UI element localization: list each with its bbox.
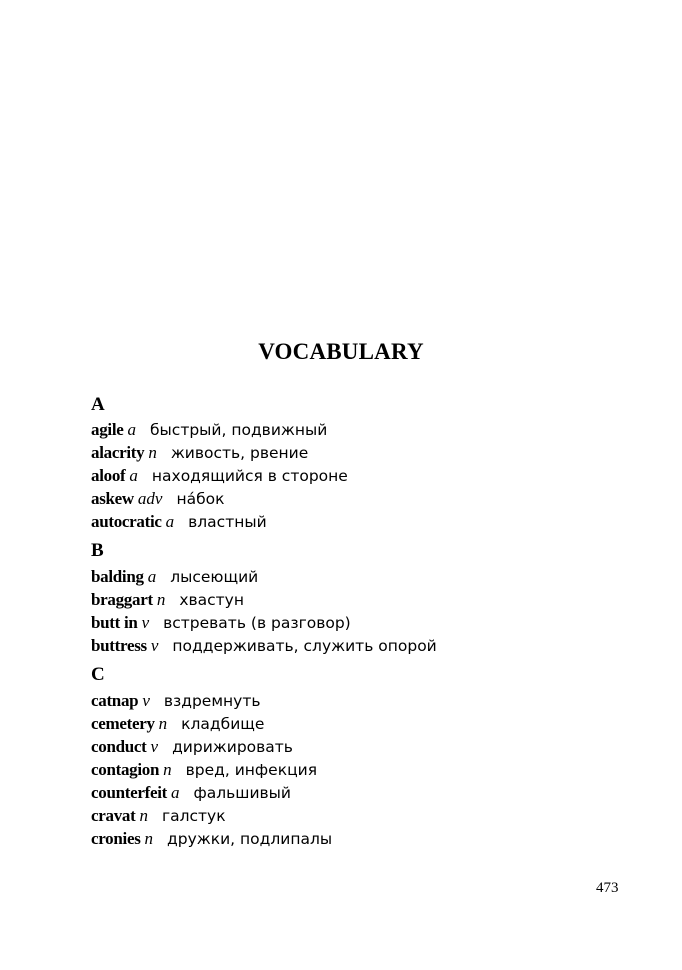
vocab-entry: [91, 691, 261, 711]
vocab-entry: [91, 806, 226, 826]
entry-word: cemetery: [91, 714, 155, 733]
vocab-entry: [91, 714, 264, 734]
entry-word: conduct: [91, 737, 147, 756]
entry-pos: a: [127, 420, 136, 439]
vocab-entry: [91, 420, 327, 440]
section-letter-c: C: [91, 664, 105, 685]
entry-word: counterfeit: [91, 783, 167, 802]
entry-word: autocratic: [91, 512, 162, 531]
entry-pos: v: [150, 636, 159, 655]
entry-pos: n: [163, 760, 172, 779]
entry-pos: adv: [137, 489, 163, 508]
entry-word: contagion: [91, 760, 160, 779]
entry-translation: встревать (в разговор): [163, 614, 351, 632]
entry-word: balding: [91, 567, 144, 586]
entry-word: askew: [91, 489, 134, 508]
vocab-entry: [91, 829, 332, 849]
entry-pos: n: [144, 829, 154, 848]
entry-translation: быстрый, подвижный: [150, 421, 328, 439]
entry-translation: кладбище: [181, 715, 265, 733]
entry-word: cravat: [91, 806, 136, 825]
entry-translation: поддерживать, служить опорой: [172, 637, 437, 655]
section-letter-b: B: [91, 540, 104, 561]
entry-translation: фальшивый: [193, 784, 291, 802]
vocab-entry: [91, 636, 437, 656]
vocab-entry: [91, 760, 317, 780]
entry-translation: хвастун: [179, 591, 244, 609]
entry-pos: a: [171, 783, 180, 802]
entry-word: aloof: [91, 466, 126, 485]
entry-word: braggart: [91, 590, 153, 609]
entry-translation: находящийся в стороне: [151, 467, 348, 485]
entry-pos: v: [150, 737, 159, 756]
entry-translation: живость, рвение: [170, 444, 309, 462]
entry-word: alacrity: [91, 443, 145, 462]
vocab-entry: [91, 783, 291, 803]
entry-translation: галстук: [161, 807, 226, 825]
vocab-entry: [91, 489, 225, 509]
entry-word: butt in: [91, 613, 138, 632]
entry-pos: a: [147, 567, 157, 586]
vocab-entry: [91, 737, 293, 757]
entry-word: catnap: [91, 691, 139, 710]
entry-translation: вздремнуть: [163, 692, 261, 710]
entry-pos: n: [148, 443, 157, 462]
entry-pos: a: [129, 466, 138, 485]
entry-translation: нáбок: [176, 490, 225, 508]
entry-translation: вред, инфекция: [185, 761, 318, 779]
entry-word: agile: [91, 420, 124, 439]
entry-pos: n: [156, 590, 166, 609]
vocab-entry: [91, 613, 351, 633]
entry-pos: v: [142, 691, 150, 710]
vocab-entry: [91, 567, 258, 587]
entry-pos: n: [139, 806, 148, 825]
entry-translation: лысеющий: [170, 568, 259, 586]
entry-translation: властный: [188, 513, 267, 531]
entry-pos: n: [158, 714, 168, 733]
section-letter-a: A: [91, 394, 105, 415]
page-title: VOCABULARY: [258, 339, 424, 364]
entry-pos: a: [165, 512, 175, 531]
entry-translation: дирижировать: [172, 738, 293, 756]
vocab-entry: [91, 512, 267, 532]
vocab-entry: [91, 590, 244, 610]
vocab-entry: [91, 443, 308, 463]
page-number: 473: [596, 880, 619, 896]
entry-word: buttress: [91, 636, 147, 655]
entry-pos: v: [141, 613, 150, 632]
vocab-entry: [91, 466, 348, 486]
entry-word: cronies: [91, 829, 141, 848]
entry-translation: дружки, подлипалы: [167, 830, 333, 848]
